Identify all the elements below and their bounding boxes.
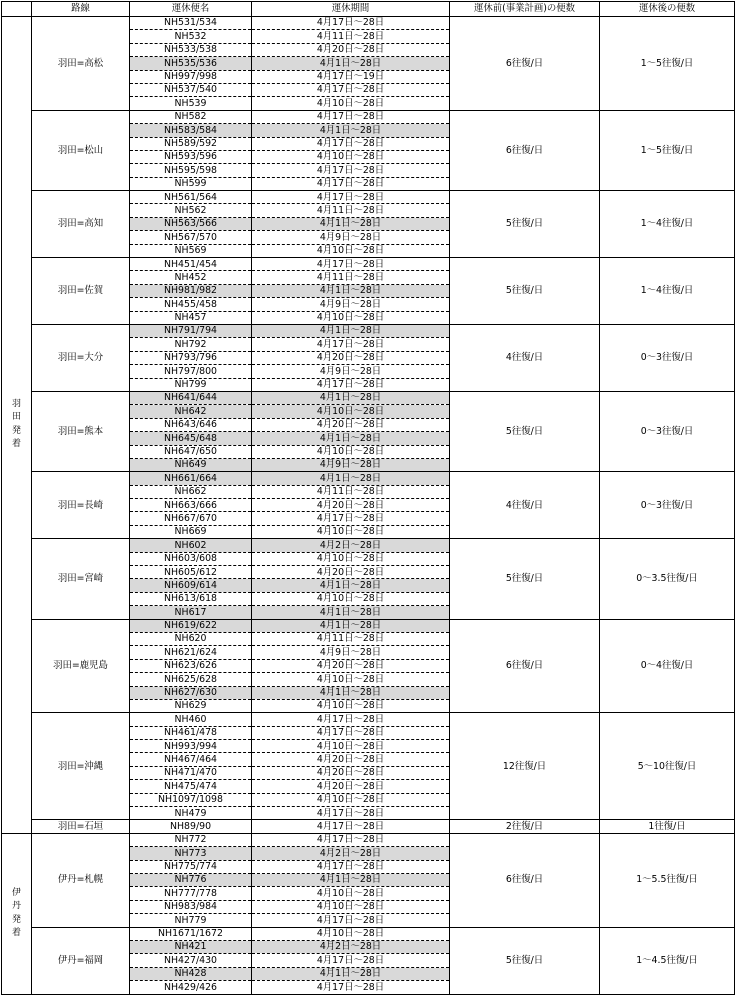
period-cell: 4月17日～28日 <box>252 177 450 190</box>
route-cell: 羽田=熊本 <box>32 391 130 471</box>
period-cell: 4月20日～28日 <box>252 351 450 364</box>
period-cell: 4月1日～28日 <box>252 579 450 592</box>
period-cell: 4月20日～28日 <box>252 499 450 512</box>
flight-cell: NH792 <box>130 338 252 351</box>
period-cell: 4月17日～28日 <box>252 110 450 123</box>
flight-cell: NH451/454 <box>130 258 252 271</box>
period-cell: 4月1日～28日 <box>252 967 450 980</box>
flight-cell: NH537/540 <box>130 83 252 96</box>
group-label-char: 羽 <box>11 398 21 409</box>
header-corner <box>2 2 32 17</box>
period-cell: 4月17日～28日 <box>252 378 450 391</box>
period-cell: 4月17日～28日 <box>252 713 450 726</box>
flight-cell: NH583/584 <box>130 124 252 137</box>
group-label-char: 丹 <box>11 901 21 912</box>
suspension-table <box>1 1 735 995</box>
table-row <box>2 539 735 552</box>
flight-cell: NH645/648 <box>130 432 252 445</box>
before-count-cell: 6往復/日 <box>450 619 600 713</box>
flight-cell: NH997/998 <box>130 70 252 83</box>
table-row <box>2 258 735 271</box>
table-row <box>2 927 735 940</box>
table-row <box>2 391 735 404</box>
period-cell: 4月20日～28日 <box>252 418 450 431</box>
flight-cell: NH621/624 <box>130 646 252 659</box>
table-row <box>2 17 735 30</box>
period-cell: 4月20日～28日 <box>252 43 450 56</box>
period-cell: 4月9日～28日 <box>252 458 450 471</box>
group-label-char: 発 <box>11 914 21 925</box>
flight-cell: NH461/478 <box>130 726 252 739</box>
header-after: 運休後の便数 <box>600 2 735 17</box>
period-cell: 4月20日～28日 <box>252 566 450 579</box>
period-cell: 4月9日～28日 <box>252 231 450 244</box>
after-count-cell: 0～3往復/日 <box>600 324 735 391</box>
period-cell: 4月17日～28日 <box>252 338 450 351</box>
route-cell: 羽田=宮崎 <box>32 539 130 619</box>
before-count-cell: 6往復/日 <box>450 17 600 111</box>
flight-cell: NH599 <box>130 177 252 190</box>
period-cell: 4月1日～28日 <box>252 324 450 337</box>
flight-cell: NH772 <box>130 833 252 846</box>
after-count-cell: 0～3往復/日 <box>600 391 735 471</box>
before-count-cell: 5往復/日 <box>450 927 600 994</box>
period-cell: 4月17日～28日 <box>252 191 450 204</box>
table-row <box>2 833 735 846</box>
flight-cell: NH981/982 <box>130 284 252 297</box>
period-cell: 4月10日～28日 <box>252 97 450 110</box>
route-cell: 羽田=鹿児島 <box>32 619 130 713</box>
flight-cell: NH773 <box>130 847 252 860</box>
flight-cell: NH1671/1672 <box>130 927 252 940</box>
period-cell: 4月1日～28日 <box>252 57 450 70</box>
before-count-cell: 6往復/日 <box>450 110 600 190</box>
header-before: 運休前(事業計画)の便数 <box>450 2 600 17</box>
flight-cell: NH625/628 <box>130 673 252 686</box>
flight-cell: NH793/796 <box>130 351 252 364</box>
period-cell: 4月17日～28日 <box>252 164 450 177</box>
flight-cell: NH535/536 <box>130 57 252 70</box>
before-count-cell: 5往復/日 <box>450 539 600 619</box>
table-row <box>2 191 735 204</box>
flight-cell: NH533/538 <box>130 43 252 56</box>
after-count-cell: 1～4.5往復/日 <box>600 927 735 994</box>
after-count-cell: 1～5.5往復/日 <box>600 833 735 927</box>
period-cell: 4月17日～28日 <box>252 512 450 525</box>
flight-cell: NH455/458 <box>130 298 252 311</box>
period-cell: 4月10日～28日 <box>252 592 450 605</box>
flight-cell: NH89/90 <box>130 820 252 833</box>
flight-cell: NH589/592 <box>130 137 252 150</box>
period-cell: 4月20日～28日 <box>252 766 450 779</box>
period-cell: 4月11日～28日 <box>252 271 450 284</box>
route-cell: 羽田=沖縄 <box>32 713 130 820</box>
flight-cell: NH629 <box>130 699 252 712</box>
period-cell: 4月10日～28日 <box>252 673 450 686</box>
flight-cell: NH647/650 <box>130 445 252 458</box>
flight-cell: NH613/618 <box>130 592 252 605</box>
after-count-cell: 1～5往復/日 <box>600 110 735 190</box>
after-count-cell: 0～3往復/日 <box>600 472 735 539</box>
flight-cell: NH539 <box>130 97 252 110</box>
period-cell: 4月10日～28日 <box>252 405 450 418</box>
flight-cell: NH1097/1098 <box>130 793 252 806</box>
period-cell: 4月1日～28日 <box>252 124 450 137</box>
flight-cell: NH452 <box>130 271 252 284</box>
table-row <box>2 820 735 833</box>
period-cell: 4月10日～28日 <box>252 552 450 565</box>
flight-cell: NH479 <box>130 807 252 820</box>
flight-cell: NH617 <box>130 606 252 619</box>
period-cell: 4月10日～28日 <box>252 311 450 324</box>
after-count-cell: 1往復/日 <box>600 820 735 833</box>
flight-cell: NH661/664 <box>130 472 252 485</box>
route-cell: 伊丹=福岡 <box>32 927 130 994</box>
period-cell: 4月1日～28日 <box>252 619 450 632</box>
period-cell: 4月17日～28日 <box>252 914 450 927</box>
route-cell: 羽田=松山 <box>32 110 130 190</box>
flight-cell: NH775/774 <box>130 860 252 873</box>
flight-cell: NH421 <box>130 940 252 953</box>
before-count-cell: 2往復/日 <box>450 820 600 833</box>
before-count-cell: 5往復/日 <box>450 191 600 258</box>
flight-cell: NH563/566 <box>130 217 252 230</box>
period-cell: 4月11日～28日 <box>252 632 450 645</box>
route-cell: 伊丹=札幌 <box>32 833 130 927</box>
group-label-char: 着 <box>11 928 21 939</box>
header-flight: 運休便名 <box>130 2 252 17</box>
flight-cell: NH609/614 <box>130 579 252 592</box>
flight-cell: NH779 <box>130 914 252 927</box>
period-cell: 4月17日～28日 <box>252 981 450 994</box>
flight-cell: NH428 <box>130 967 252 980</box>
period-cell: 4月17日～28日 <box>252 820 450 833</box>
flight-cell: NH663/666 <box>130 499 252 512</box>
period-cell: 4月20日～28日 <box>252 753 450 766</box>
route-cell: 羽田=大分 <box>32 324 130 391</box>
period-cell: 4月10日～28日 <box>252 699 450 712</box>
before-count-cell: 5往復/日 <box>450 391 600 471</box>
period-cell: 4月1日～28日 <box>252 391 450 404</box>
period-cell: 4月2日～28日 <box>252 539 450 552</box>
period-cell: 4月10日～28日 <box>252 740 450 753</box>
period-cell: 4月1日～28日 <box>252 472 450 485</box>
flight-cell: NH467/464 <box>130 753 252 766</box>
flight-cell: NH562 <box>130 204 252 217</box>
table-row <box>2 110 735 123</box>
period-cell: 4月17日～28日 <box>252 258 450 271</box>
before-count-cell: 5往復/日 <box>450 258 600 325</box>
table-row <box>2 713 735 726</box>
period-cell: 4月9日～28日 <box>252 365 450 378</box>
period-cell: 4月17日～28日 <box>252 833 450 846</box>
period-cell: 4月10日～28日 <box>252 927 450 940</box>
period-cell: 4月10日～28日 <box>252 150 450 163</box>
header-row <box>2 2 735 17</box>
before-count-cell: 4往復/日 <box>450 472 600 539</box>
period-cell: 4月1日～28日 <box>252 874 450 887</box>
group-label <box>2 17 32 834</box>
flight-cell: NH799 <box>130 378 252 391</box>
flight-cell: NH561/564 <box>130 191 252 204</box>
flight-cell: NH627/630 <box>130 686 252 699</box>
group-label-char: 着 <box>11 439 21 450</box>
period-cell: 4月9日～28日 <box>252 298 450 311</box>
period-cell: 4月2日～28日 <box>252 847 450 860</box>
flight-cell: NH620 <box>130 632 252 645</box>
flight-cell: NH602 <box>130 539 252 552</box>
flight-cell: NH983/984 <box>130 900 252 913</box>
flight-cell: NH619/622 <box>130 619 252 632</box>
group-label <box>2 833 32 994</box>
flight-cell: NH641/644 <box>130 391 252 404</box>
route-cell: 羽田=石垣 <box>32 820 130 833</box>
period-cell: 4月9日～28日 <box>252 646 450 659</box>
period-cell: 4月17日～28日 <box>252 83 450 96</box>
header-route: 路線 <box>32 2 130 17</box>
flight-cell: NH776 <box>130 874 252 887</box>
flight-cell: NH623/626 <box>130 659 252 672</box>
table-body <box>2 17 735 995</box>
period-cell: 4月17日～28日 <box>252 807 450 820</box>
before-count-cell: 4往復/日 <box>450 324 600 391</box>
flight-cell: NH532 <box>130 30 252 43</box>
flight-cell: NH475/474 <box>130 780 252 793</box>
period-cell: 4月17日～28日 <box>252 860 450 873</box>
period-cell: 4月11日～28日 <box>252 30 450 43</box>
period-cell: 4月17日～28日 <box>252 17 450 30</box>
period-cell: 4月17日～19日 <box>252 70 450 83</box>
period-cell: 4月10日～28日 <box>252 900 450 913</box>
period-cell: 4月10日～28日 <box>252 244 450 257</box>
flight-cell: NH667/670 <box>130 512 252 525</box>
route-cell: 羽田=長崎 <box>32 472 130 539</box>
flight-cell: NH791/794 <box>130 324 252 337</box>
flight-cell: NH669 <box>130 525 252 538</box>
route-cell: 羽田=高松 <box>32 17 130 111</box>
after-count-cell: 1～4往復/日 <box>600 191 735 258</box>
period-cell: 4月1日～28日 <box>252 217 450 230</box>
flight-cell: NH427/430 <box>130 954 252 967</box>
period-cell: 4月2日～28日 <box>252 940 450 953</box>
flight-cell: NH649 <box>130 458 252 471</box>
flight-cell: NH460 <box>130 713 252 726</box>
before-count-cell: 12往復/日 <box>450 713 600 820</box>
flight-cell: NH595/598 <box>130 164 252 177</box>
after-count-cell: 5～10往復/日 <box>600 713 735 820</box>
group-label-char: 発 <box>11 425 21 436</box>
after-count-cell: 0～4往復/日 <box>600 619 735 713</box>
flight-cell: NH797/800 <box>130 365 252 378</box>
period-cell: 4月10日～28日 <box>252 793 450 806</box>
period-cell: 4月17日～28日 <box>252 954 450 967</box>
header-period: 運休期間 <box>252 2 450 17</box>
period-cell: 4月17日～28日 <box>252 726 450 739</box>
flight-cell: NH582 <box>130 110 252 123</box>
period-cell: 4月11日～28日 <box>252 485 450 498</box>
period-cell: 4月1日～28日 <box>252 606 450 619</box>
flight-cell: NH603/608 <box>130 552 252 565</box>
period-cell: 4月20日～28日 <box>252 780 450 793</box>
before-count-cell: 6往復/日 <box>450 833 600 927</box>
table-row <box>2 472 735 485</box>
after-count-cell: 0～3.5往復/日 <box>600 539 735 619</box>
period-cell: 4月1日～28日 <box>252 284 450 297</box>
period-cell: 4月11日～28日 <box>252 204 450 217</box>
after-count-cell: 1～5往復/日 <box>600 17 735 111</box>
flight-cell: NH993/994 <box>130 740 252 753</box>
flight-cell: NH471/470 <box>130 766 252 779</box>
flight-cell: NH429/426 <box>130 981 252 994</box>
period-cell: 4月1日～28日 <box>252 432 450 445</box>
route-cell: 羽田=高知 <box>32 191 130 258</box>
table-row <box>2 324 735 337</box>
route-cell: 羽田=佐賀 <box>32 258 130 325</box>
period-cell: 4月20日～28日 <box>252 659 450 672</box>
flight-cell: NH593/596 <box>130 150 252 163</box>
period-cell: 4月1日～28日 <box>252 686 450 699</box>
period-cell: 4月10日～28日 <box>252 887 450 900</box>
table-row <box>2 619 735 632</box>
period-cell: 4月17日～28日 <box>252 137 450 150</box>
flight-cell: NH567/570 <box>130 231 252 244</box>
flight-cell: NH605/612 <box>130 566 252 579</box>
flight-cell: NH531/534 <box>130 17 252 30</box>
flight-cell: NH777/778 <box>130 887 252 900</box>
group-label-char: 田 <box>11 412 21 423</box>
group-label-char: 伊 <box>11 887 21 898</box>
period-cell: 4月10日～28日 <box>252 445 450 458</box>
flight-cell: NH457 <box>130 311 252 324</box>
flight-cell: NH662 <box>130 485 252 498</box>
flight-cell: NH569 <box>130 244 252 257</box>
flight-cell: NH643/646 <box>130 418 252 431</box>
period-cell: 4月10日～28日 <box>252 525 450 538</box>
flight-cell: NH642 <box>130 405 252 418</box>
after-count-cell: 1～4往復/日 <box>600 258 735 325</box>
